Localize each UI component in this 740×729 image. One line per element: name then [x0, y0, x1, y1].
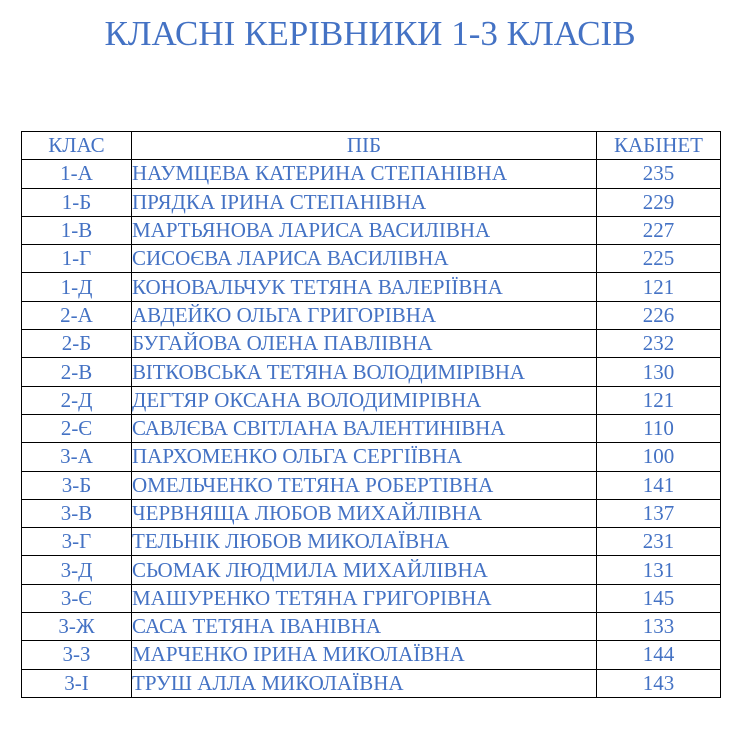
table-row	[22, 301, 721, 329]
cell-class: 3-Г	[22, 528, 132, 556]
cell-room: 231	[597, 528, 721, 556]
cell-teacher-name: СЬОМАК ЛЮДМИЛА МИХАЙЛІВНА	[132, 556, 597, 584]
table-row	[22, 414, 721, 442]
cell-teacher-name: СИСОЄВА ЛАРИСА ВАСИЛІВНА	[132, 245, 597, 273]
cell-class: 3-Б	[22, 471, 132, 499]
cell-class: 3-З	[22, 641, 132, 669]
cell-class: 1-Г	[22, 245, 132, 273]
cell-teacher-name: ТРУШ АЛЛА МИКОЛАЇВНА	[132, 669, 597, 697]
cell-room: 226	[597, 301, 721, 329]
cell-teacher-name: НАУМЦЕВА КАТЕРИНА СТЕПАНІВНА	[132, 160, 597, 188]
table-row	[22, 641, 721, 669]
cell-class: 1-Д	[22, 273, 132, 301]
table-row	[22, 556, 721, 584]
cell-class: 2-А	[22, 301, 132, 329]
cell-class: 1-В	[22, 216, 132, 244]
cell-room: 144	[597, 641, 721, 669]
table-row	[22, 160, 721, 188]
cell-class: 2-В	[22, 358, 132, 386]
cell-room: 235	[597, 160, 721, 188]
cell-class: 3-Є	[22, 584, 132, 612]
cell-class: 3-Д	[22, 556, 132, 584]
cell-room: 227	[597, 216, 721, 244]
table-row	[22, 669, 721, 697]
cell-teacher-name: ПАРХОМЕНКО ОЛЬГА СЕРГІЇВНА	[132, 443, 597, 471]
table-row	[22, 273, 721, 301]
cell-room: 225	[597, 245, 721, 273]
cell-teacher-name: МАРЧЕНКО ІРИНА МИКОЛАЇВНА	[132, 641, 597, 669]
header-room: КАБІНЕТ	[597, 132, 721, 160]
table-row	[22, 245, 721, 273]
cell-class: 1-А	[22, 160, 132, 188]
cell-teacher-name: АВДЕЙКО ОЛЬГА ГРИГОРІВНА	[132, 301, 597, 329]
cell-class: 2-Б	[22, 330, 132, 358]
cell-class: 1-Б	[22, 188, 132, 216]
table-row	[22, 330, 721, 358]
cell-teacher-name: МАРТЬЯНОВА ЛАРИСА ВАСИЛІВНА	[132, 216, 597, 244]
cell-room: 100	[597, 443, 721, 471]
cell-teacher-name: КОНОВАЛЬЧУК ТЕТЯНА ВАЛЕРІЇВНА	[132, 273, 597, 301]
table-header-row	[22, 132, 721, 160]
cell-teacher-name: ОМЕЛЬЧЕНКО ТЕТЯНА РОБЕРТІВНА	[132, 471, 597, 499]
cell-room: 232	[597, 330, 721, 358]
cell-teacher-name: ТЕЛЬНІК ЛЮБОВ МИКОЛАЇВНА	[132, 528, 597, 556]
table-row	[22, 358, 721, 386]
cell-room: 131	[597, 556, 721, 584]
cell-room: 121	[597, 273, 721, 301]
cell-teacher-name: ДЕГТЯР ОКСАНА ВОЛОДИМІРІВНА	[132, 386, 597, 414]
table-row	[22, 443, 721, 471]
cell-teacher-name: САВЛЄВА СВІТЛАНА ВАЛЕНТИНІВНА	[132, 414, 597, 442]
header-name: ПІБ	[132, 132, 597, 160]
table-row	[22, 584, 721, 612]
cell-teacher-name: БУГАЙОВА ОЛЕНА ПАВЛІВНА	[132, 330, 597, 358]
table-row	[22, 386, 721, 414]
cell-teacher-name: ЧЕРВНЯЩА ЛЮБОВ МИХАЙЛІВНА	[132, 499, 597, 527]
cell-teacher-name: САСА ТЕТЯНА ІВАНІВНА	[132, 613, 597, 641]
cell-teacher-name: ПРЯДКА ІРИНА СТЕПАНІВНА	[132, 188, 597, 216]
table-row	[22, 216, 721, 244]
cell-room: 229	[597, 188, 721, 216]
cell-room: 137	[597, 499, 721, 527]
table-body	[22, 160, 721, 698]
cell-class: 2-Є	[22, 414, 132, 442]
cell-room: 141	[597, 471, 721, 499]
table-row	[22, 188, 721, 216]
cell-class: 3-В	[22, 499, 132, 527]
cell-class: 3-І	[22, 669, 132, 697]
cell-class: 3-А	[22, 443, 132, 471]
cell-room: 145	[597, 584, 721, 612]
table-row	[22, 471, 721, 499]
header-class: КЛАС	[22, 132, 132, 160]
cell-teacher-name: ВІТКОВСЬКА ТЕТЯНА ВОЛОДИМІРІВНА	[132, 358, 597, 386]
cell-room: 133	[597, 613, 721, 641]
table-row	[22, 499, 721, 527]
cell-room: 110	[597, 414, 721, 442]
page-title: КЛАСНІ КЕРІВНИКИ 1-3 КЛАСІВ	[104, 14, 636, 53]
cell-room: 143	[597, 669, 721, 697]
table-row	[22, 528, 721, 556]
cell-teacher-name: МАШУРЕНКО ТЕТЯНА ГРИГОРІВНА	[132, 584, 597, 612]
cell-room: 121	[597, 386, 721, 414]
cell-class: 2-Д	[22, 386, 132, 414]
cell-room: 130	[597, 358, 721, 386]
table-row	[22, 613, 721, 641]
class-teachers-table	[21, 131, 721, 698]
cell-class: 3-Ж	[22, 613, 132, 641]
